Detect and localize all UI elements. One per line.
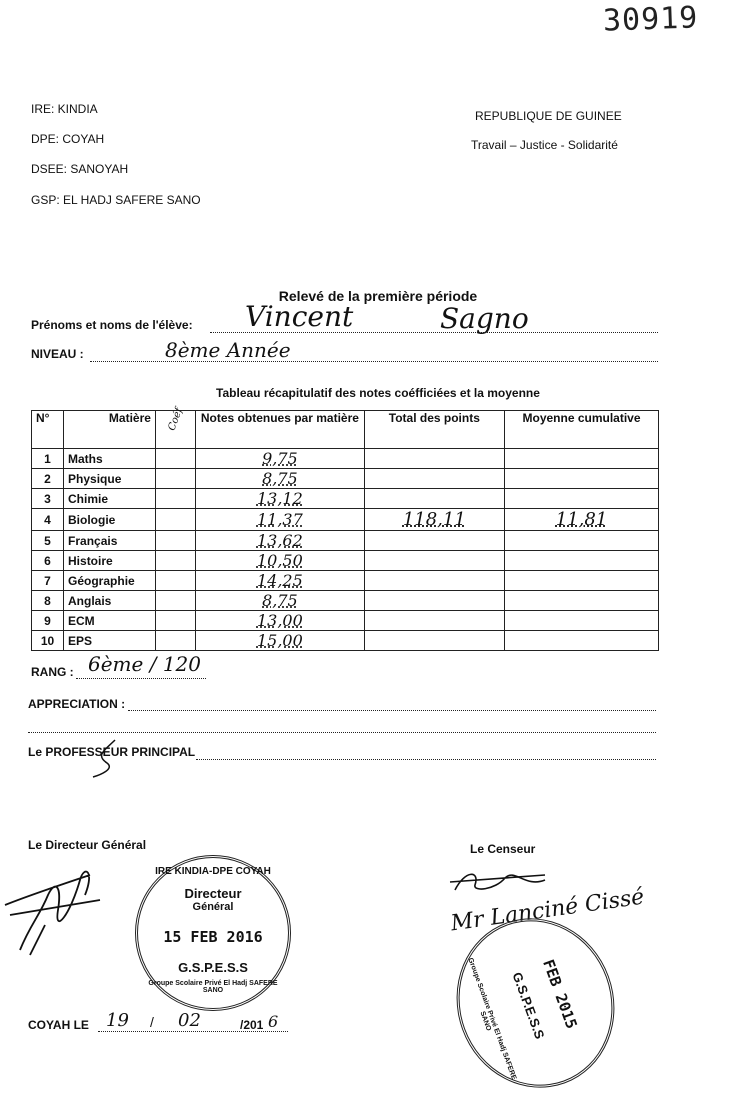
row-total <box>364 531 504 551</box>
row-coef <box>155 611 195 631</box>
row-note-value: 11,37 <box>256 510 303 529</box>
moyenne-value: 11,81 <box>555 509 608 530</box>
date-year-suffix: 6 <box>268 1012 279 1031</box>
row-total <box>364 469 504 489</box>
row-moyenne <box>505 571 659 591</box>
student-name-label: Prénoms et noms de l'élève: <box>31 318 193 332</box>
row-coef <box>155 631 195 651</box>
row-coef <box>155 509 195 531</box>
stamp-right-ring: Groupe Scolaire Privé El Hadj SAFERE SANO <box>466 957 518 1081</box>
row-note-value: 8,75 <box>262 469 298 488</box>
row-subject: ECM <box>64 611 156 631</box>
row-num: 2 <box>32 469 64 489</box>
row-note-value: 9,75 <box>262 449 298 468</box>
row-note <box>196 449 364 469</box>
row-note <box>196 551 364 571</box>
row-moyenne <box>505 611 659 631</box>
date-day: 19 <box>106 1010 129 1031</box>
row-note <box>196 611 364 631</box>
row-moyenne <box>505 449 659 469</box>
row-note <box>196 489 364 509</box>
rank-dotted-line <box>76 678 206 679</box>
row-subject: Anglais <box>64 591 156 611</box>
row-subject: Géographie <box>64 571 156 591</box>
row-moyenne <box>505 591 659 611</box>
row-subject: Physique <box>64 469 156 489</box>
table-row <box>32 469 659 489</box>
header-ire: IRE: KINDIA <box>31 102 98 116</box>
row-total <box>364 489 504 509</box>
date-separator: / <box>150 1014 154 1030</box>
row-note-value: 13,62 <box>256 531 303 550</box>
row-subject: Maths <box>64 449 156 469</box>
student-first-name: Vincent <box>245 300 354 333</box>
row-moyenne <box>505 489 659 509</box>
row-subject: Français <box>64 531 156 551</box>
row-num: 4 <box>32 509 64 531</box>
appreciation-dotted-line-1 <box>128 710 656 711</box>
page-title: Relevé de la première période <box>278 288 478 304</box>
row-moyenne <box>505 631 659 651</box>
directeur-label: Le Directeur Général <box>28 838 147 852</box>
stamp-left-date: 15 FEB 2016 <box>163 928 263 946</box>
row-total <box>364 611 504 631</box>
header-total: Total des points <box>364 411 504 449</box>
censeur-name: Mr Lanciné Cissé <box>449 884 646 937</box>
student-last-name: Sagno <box>440 302 529 335</box>
row-note-value: 8,75 <box>262 591 298 610</box>
header-subject: Matière <box>64 411 156 449</box>
table-row <box>32 571 659 591</box>
date-year-prefix: /201 <box>240 1018 264 1032</box>
stamp-left-ring-top: IRE KINDIA-DPE COYAH <box>155 866 271 877</box>
row-coef <box>155 571 195 591</box>
document-number: 30919 <box>602 0 699 39</box>
table-row <box>32 591 659 611</box>
table-title: Tableau récapitulatif des notes coéfficiées et la moyenne <box>216 386 540 400</box>
appreciation-label: APPRECIATION : <box>28 697 126 711</box>
row-note <box>196 631 364 651</box>
header-num: N° <box>32 411 64 449</box>
row-num: 6 <box>32 551 64 571</box>
level-value: 8ème Année <box>165 338 291 362</box>
row-subject: Chimie <box>64 489 156 509</box>
date-month: 02 <box>178 1010 201 1031</box>
row-moyenne <box>505 531 659 551</box>
republic-title: REPUBLIQUE DE GUINEE <box>475 109 622 123</box>
header-coef-text: Coéf <box>166 406 185 433</box>
stamp-left <box>135 855 291 1011</box>
stamp-left-org: G.S.P.E.S.S <box>178 960 248 975</box>
row-num: 7 <box>32 571 64 591</box>
rank-value: 6ème / 120 <box>88 652 201 676</box>
row-num: 10 <box>32 631 64 651</box>
row-num: 9 <box>32 611 64 631</box>
row-num: 8 <box>32 591 64 611</box>
total-points-value: 118,11 <box>402 509 466 530</box>
place-date-label: COYAH LE <box>28 1018 89 1032</box>
row-coef <box>155 531 195 551</box>
row-total <box>364 449 504 469</box>
prof-signature <box>85 735 125 780</box>
table-header-row <box>32 411 659 449</box>
header-dsee: DSEE: SANOYAH <box>31 162 129 176</box>
total-points-cell <box>364 509 504 531</box>
row-note-value: 14,25 <box>256 571 303 590</box>
header-notes: Notes obtenues par matière <box>196 411 364 449</box>
row-note <box>196 469 364 489</box>
row-note-value: 13,00 <box>256 611 303 630</box>
table-row <box>32 489 659 509</box>
row-moyenne <box>505 551 659 571</box>
row-coef <box>155 551 195 571</box>
row-coef <box>155 469 195 489</box>
table-row <box>32 611 659 631</box>
level-label: NIVEAU : <box>31 347 84 361</box>
grades-table <box>31 406 659 651</box>
header-gsp: GSP: EL HADJ SAFERE SANO <box>31 193 201 207</box>
row-note <box>196 571 364 591</box>
row-subject: Histoire <box>64 551 156 571</box>
row-num: 1 <box>32 449 64 469</box>
header-dpe: DPE: COYAH <box>31 132 105 146</box>
row-total <box>364 571 504 591</box>
directeur-signature <box>0 855 130 965</box>
row-subject: Biologie <box>64 509 156 531</box>
row-moyenne <box>505 469 659 489</box>
row-coef <box>155 489 195 509</box>
censeur-initials <box>445 860 555 900</box>
table-row <box>32 509 659 531</box>
stamp-left-line2: Général <box>192 901 234 913</box>
row-coef <box>155 591 195 611</box>
stamp-left-line1: Directeur <box>184 886 242 901</box>
row-note-value: 15,00 <box>256 631 303 650</box>
row-note <box>196 591 364 611</box>
stamp-right-date: FEB 2015 <box>539 957 581 1032</box>
stamp-left-ring-bottom: Groupe Scolaire Privé El Hadj SAFERE SANO <box>148 980 278 994</box>
row-coef <box>155 449 195 469</box>
table-row <box>32 631 659 651</box>
row-num: 3 <box>32 489 64 509</box>
prof-dotted-line <box>196 759 656 760</box>
prof-label: Le PROFESSEUR PRINCIPAL <box>28 745 196 759</box>
stamp-right-org: G.S.P.E.S.S <box>509 970 548 1041</box>
row-total <box>364 631 504 651</box>
row-note <box>196 531 364 551</box>
row-subject: EPS <box>64 631 156 651</box>
row-note <box>196 509 364 531</box>
row-note-value: 10,50 <box>256 551 303 570</box>
table-row <box>32 531 659 551</box>
rank-label: RANG : <box>31 665 74 679</box>
moyenne-cell <box>505 509 659 531</box>
row-note-value: 13,12 <box>256 489 303 508</box>
row-num: 5 <box>32 531 64 551</box>
header-moyenne: Moyenne cumulative <box>505 411 659 449</box>
censeur-label: Le Censeur <box>470 842 536 856</box>
row-total <box>364 591 504 611</box>
republic-motto: Travail – Justice - Solidarité <box>471 138 618 152</box>
header-coef <box>155 406 195 449</box>
appreciation-dotted-line-2 <box>28 732 656 733</box>
table-row <box>32 449 659 469</box>
table-row <box>32 551 659 571</box>
row-total <box>364 551 504 571</box>
